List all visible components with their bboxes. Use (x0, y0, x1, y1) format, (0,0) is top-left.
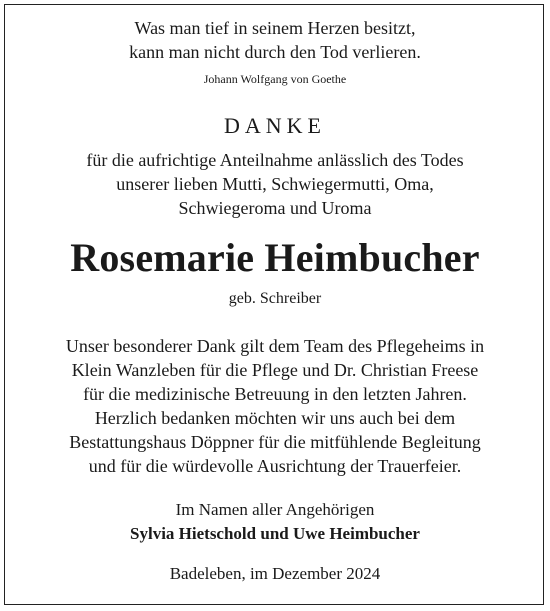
body-line: und für die würdevolle Ausrichtung der Trauerfeier. (88, 456, 462, 476)
signers: Sylvia Hietschold und Uwe Heimbucher (130, 524, 420, 543)
deceased-name: Rosemarie Heimbucher (70, 235, 480, 280)
body-line: Klein Wanzleben für die Pflege und Dr. Christian Freese (71, 360, 479, 380)
quote-line: Was man tief in seinem Herzen besitzt, (134, 18, 416, 38)
thanks-intro (0, 148, 550, 220)
body-line: Bestattungshaus Döppner für die mitfühlende Begleitung (69, 432, 481, 452)
on-behalf-line: Im Namen aller Angehörigen (175, 500, 375, 519)
thanks-body (0, 334, 550, 478)
intro-line: für die aufrichtige Anteilnahme anlässlich des Todes (86, 150, 464, 170)
body-line: für die medizinische Betreuung in den letzten Jahren. (83, 384, 467, 404)
birth-name: geb. Schreiber (228, 290, 322, 307)
quote-line: kann man nicht durch den Tod verlieren. (129, 42, 421, 62)
heading-danke: DANKE (224, 113, 326, 138)
intro-line: unserer lieben Mutti, Schwiegermutti, Oma, (116, 174, 434, 194)
body-line: Herzlich bedanken möchten wir uns auch bei dem (94, 408, 456, 428)
place-date: Badeleben, im Dezember 2024 (169, 564, 381, 583)
intro-line: Schwiegeroma und Uroma (178, 198, 372, 218)
quote-author: Johann Wolfgang von Goethe (203, 72, 347, 86)
body-line: Unser besonderer Dank gilt dem Team des Pflegeheims in (65, 336, 485, 356)
closing (0, 498, 550, 546)
quote (0, 16, 550, 64)
